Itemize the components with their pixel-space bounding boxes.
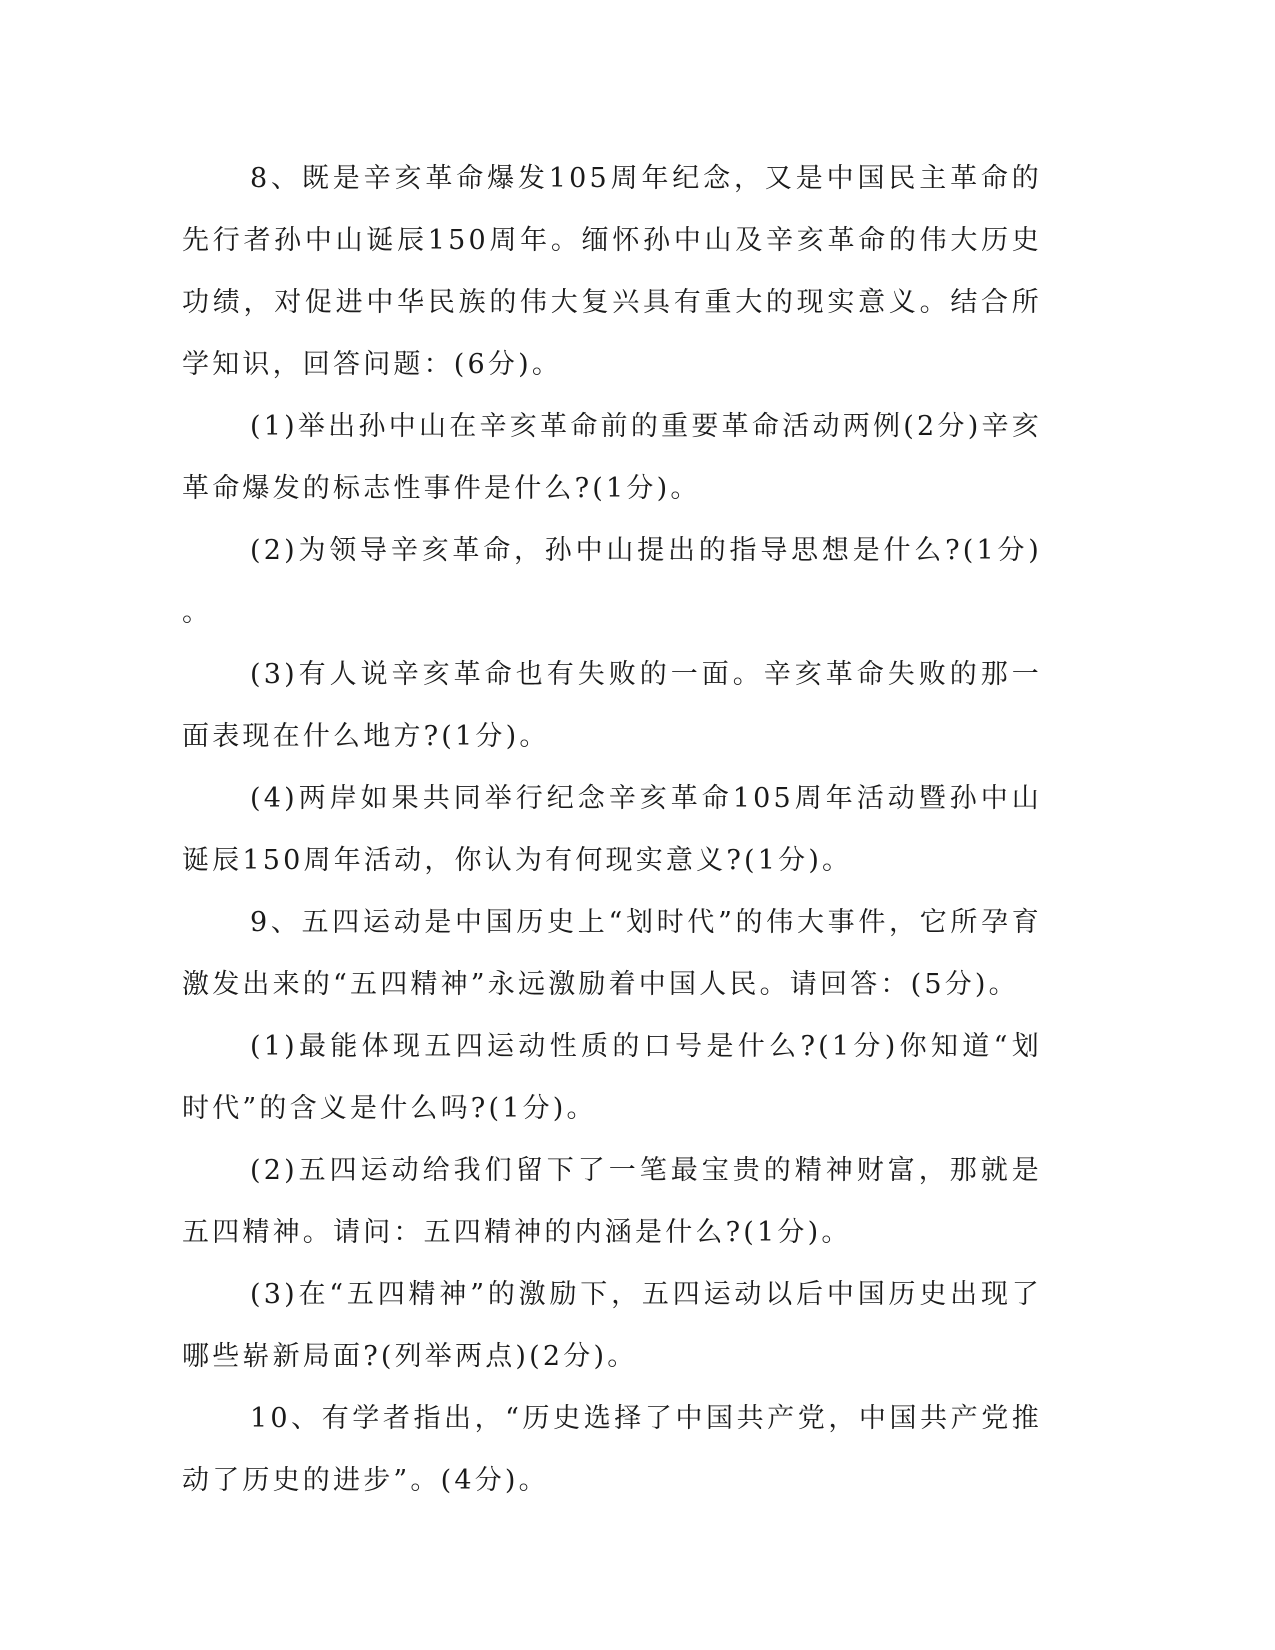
question-10-stem: 10、有学者指出，“历史选择了中国共产党，中国共产党推动了历史的进步”。(4分)。: [182, 1403, 1042, 1496]
question-8-part-1: (1)举出孙中山在辛亥革命前的重要革命活动两例(2分)辛亥革命爆发的标志性事件是什么?(1分)。: [182, 411, 1042, 504]
question-9-part-2: (2)五四运动给我们留下了一笔最宝贵的精神财富，那就是五四精神。请问：五四精神的内涵是什么?(1分)。: [182, 1155, 1042, 1248]
question-9-stem: 9、五四运动是中国历史上“划时代”的伟大事件，它所孕育激发出来的“五四精神”永远激励着中国人民。请回答：(5分)。: [182, 907, 1042, 1000]
question-8-stem: 8、既是辛亥革命爆发105周年纪念，又是中国民主革命的先行者孙中山诞辰150周年。缅怀孙中山及辛亥革命的伟大历史功绩，对促进中华民族的伟大复兴具有重大的现实意义。结合所学知识，回答问题：(6分)。: [182, 163, 1042, 380]
question-9-part-1: (1)最能体现五四运动性质的口号是什么?(1分)你知道“划时代”的含义是什么吗?(1分)。: [182, 1031, 1042, 1124]
question-8-part-4: (4)两岸如果共同举行纪念辛亥革命105周年活动暨孙中山诞辰150周年活动，你认为有何现实意义?(1分)。: [182, 783, 1042, 876]
question-9-part-3: (3)在“五四精神”的激励下，五四运动以后中国历史出现了哪些崭新局面?(列举两点)(2分)。: [182, 1279, 1042, 1372]
document-body: [182, 148, 1042, 1512]
question-8-part-2: (2)为领导辛亥革命，孙中山提出的指导思想是什么?(1分)。: [182, 535, 1042, 628]
question-8-part-3: (3)有人说辛亥革命也有失败的一面。辛亥革命失败的那一面表现在什么地方?(1分)。: [182, 659, 1042, 752]
